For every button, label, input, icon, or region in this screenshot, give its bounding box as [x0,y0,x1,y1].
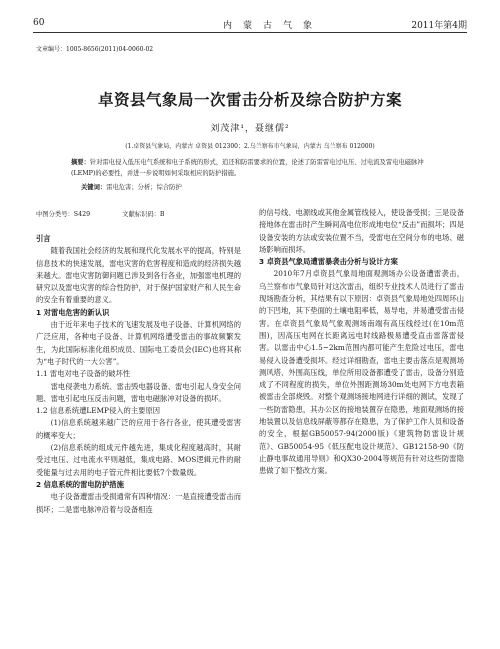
section-3-heading: 3 卓资县气象局遭雷暴袭击分析与设计方案 [259,257,398,267]
right-column [259,207,464,478]
intro-heading: 引言 [36,234,51,243]
section-1-2-item-2: (2)信息系统的组成元件越先进，集成化程度越高时，其耐受过电压、过电流水平则越低，集成电路、MOS逻辑元件的耐受能量与过去用的电子管元件相比要低7个数量级。 [36,443,241,477]
keywords-text: 雷电危害；分析；综合防护 [106,184,182,191]
issue-label: 2011年第4期 [411,21,467,31]
document-code: 文献标识码：B [122,211,165,218]
classification-line [36,209,195,218]
page-number: 60 [33,18,45,28]
section-1-1-paragraph: 雷电侵袭电力系统、雷击毁电器设备、雷电引起人身安全问题、雷电引起电压反击问题，雷电电磁脉冲对设备的损坏。 [36,381,241,403]
section-1-1-heading: 1.1 雷电对电子设备的破坏性 [36,369,131,379]
article-number: 文章编号：1005-8656(2011)04-0060-02 [36,46,154,53]
affiliations: (1.卓资县气象局，内蒙古 卓资县 012300；2.乌兰察布市气象局，内蒙古 乌兰察布 012000) [125,143,375,150]
journal-name: 内蒙古气象 [223,21,324,31]
author-list: 刘茂津¹，聂继儒² [210,124,290,134]
running-header [33,18,467,33]
section-1-paragraph: 由于近年来电子技术的飞速发展及电子设备、计算机网络的广泛应用，各种电子设备、计算机网络遭受雷击的事故频繁发生，为此国际标准化组织成员、国际电工委员会(IEC)也将其称为“电子时代的一大公害”。 [36,320,241,366]
left-column [36,233,241,516]
section-1-heading: 1 对雷电危害的新认识 [36,307,110,317]
keywords [81,182,182,191]
abstract-text: 针对雷电侵入低压电气系统和电子系统的形式，追还和防雷要求的位置，论述了防雷雷电过电压、过电流及雷电电磁脉冲(LEMP)的必要性，并进一步说明如何采取相应的防护措施。 [71,159,424,177]
abstract [71,158,431,179]
paper-title: 卓资县气象局一次雷击分析及综合防护方案 [97,91,402,109]
clc-number: 中图分类号：S429 [36,211,91,218]
section-1-2-item-1: (1)信息系统越来越广泛的应用于各行各业，使其遭受雷害的概率变大； [36,418,241,440]
abstract-label: 摘要： [71,159,90,166]
section-3-paragraph: 2010年7月卓资县气象局地面观测场办公设备遭雷袭击，乌兰察布市气象局针对这次雷击，组织专业技术人员进行了雷击现场勘查分析，其结果有以下原因：卓资县气象局地处四周环山的下凹地，其下垫面的土壤电阻率低，易导电，并易遭受雷击侵害。在卓资县气象局气象观测场南端有高压线经过(在10m范围)，因高压电网在长距离远电时线路极易遭受直击雷落雷侵害。以雷击中心1.5~2km范围内都可能产生危险过电压，雷电易侵入设备遭受损坏。经过详细勘查，雷电主要击落点是观测场测风塔、外围高压线，单位所用设备都遭受了雷击，设备分别造成了不同程度的损失，单位外围距测场30m处电网下方电表箱被雷击全部烧毁。对整个观测场接地网进行详细的测试，发现了一些防雷隐患，其办公区的接地装置存在隐患，地面观测场的接地装置以及信息线屏蔽等都存在隐患，为了保护工作人员和设备的安全，根据GB50057-94(2000版)《建筑物防雷设计规范》、GB50054-95《低压配电设计规范》、GB12158-90《防止静电事故通用导则》和QX30-2004等规范有针对这些防雷隐患做了如下整改方案。 [259,269,464,476]
intro-paragraph: 随着我国社会经济的发展和现代化发展水平的提高，特别是信息技术的快速发展，雷电灾害的危害程度和造成的经济损失越来越大。雷电灾害防御问题已涉及到各行各业，加强雷电机理的研究以及雷电灾害的综合性防护，对于保护国家财产和人民生命的安全有着重要的意义。 [36,246,241,305]
keywords-label: 关键词： [81,184,107,191]
section-2-paragraph: 电子设备遭雷击受损通常有四种情况：一是直接遭受雷击而损坏；二是雷电脉冲沿着与设备相连 [36,492,241,514]
section-1-2-heading: 1.2 信息系统遭LEMP侵入的主要原因 [36,406,161,416]
continued-paragraph: 的信号线、电源线或其他金属管线侵入，使设备受损；三是设备接地体在雷击时产生瞬间高电位形成地电位“反击”而损坏；四是设备安装的方法或安装位置不当，受雷电在空间分布的电场、磁场影响而损坏。 [259,208,464,254]
section-2-heading: 2 信息系统的雷电防护措施 [36,479,124,489]
